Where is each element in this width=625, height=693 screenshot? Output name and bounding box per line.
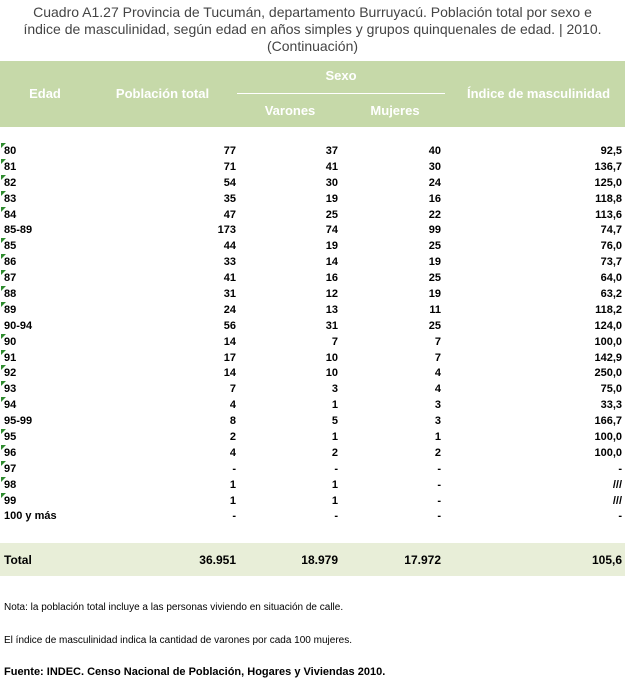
title-line-2: índice de masculinidad, según edad en años simples y grupos quinquenales de edad. | 2010. [23, 21, 602, 37]
cell-varones: 10 [325, 351, 338, 364]
table-row [0, 286, 625, 302]
cell-mujeres: 25 [428, 240, 441, 253]
cell-poblacion-total: - [232, 510, 236, 523]
cell-edad: 85-89 [4, 224, 33, 237]
cell-edad: 90-94 [4, 319, 33, 332]
cell-mujeres: 19 [428, 288, 441, 301]
table-row [0, 302, 625, 318]
cell-edad: 88 [4, 288, 17, 301]
cell-poblacion-total: 47 [223, 208, 236, 221]
cell-mujeres: 25 [428, 319, 441, 332]
cell-poblacion-total: 24 [223, 303, 236, 316]
table-row [0, 238, 625, 254]
table-row [0, 508, 625, 524]
table-row [0, 493, 625, 509]
cell-varones: 1 [331, 494, 338, 507]
total-indice: 105,6 [591, 553, 622, 567]
table-row [0, 381, 625, 397]
cell-poblacion-total: 17 [223, 351, 236, 364]
table-row [0, 397, 625, 413]
cell-poblacion-total: - [232, 462, 236, 475]
total-row [0, 543, 625, 576]
cell-mujeres: 1 [434, 431, 441, 444]
cell-indice: 118,2 [595, 303, 622, 316]
cell-varones: 5 [331, 415, 338, 428]
cell-varones: - [334, 510, 338, 523]
table-row [0, 365, 625, 381]
cell-indice: 100,0 [594, 446, 622, 459]
cell-indice: - [618, 462, 622, 475]
cell-varones: - [334, 462, 338, 475]
header-edad: Edad [29, 86, 61, 101]
cell-varones: 14 [325, 256, 338, 269]
cell-indice: 64,0 [600, 272, 622, 285]
total-label: Total [4, 553, 32, 567]
cell-varones: 13 [325, 303, 338, 316]
table-row [0, 318, 625, 334]
cell-mujeres: 24 [428, 176, 441, 189]
cell-indice: 33,3 [600, 399, 622, 412]
cell-mujeres: 99 [428, 224, 441, 237]
total-varones: 18.979 [301, 553, 338, 567]
cell-edad: 85 [4, 240, 17, 253]
cell-varones: 30 [325, 176, 338, 189]
cell-poblacion-total: 56 [223, 319, 236, 332]
total-poblacion: 36.951 [199, 553, 236, 567]
cell-indice: /// [612, 494, 622, 507]
cell-indice: 142,9 [594, 351, 622, 364]
cell-edad: 94 [4, 399, 17, 412]
cell-edad: 84 [4, 208, 17, 221]
table-row [0, 413, 625, 429]
cell-mujeres: - [437, 494, 441, 507]
cell-poblacion-total: 33 [223, 256, 236, 269]
source-note: Fuente: INDEC. Censo Nacional de Población, Hogares y Viviendas 2010. [4, 666, 386, 678]
cell-varones: 1 [331, 399, 338, 412]
cell-edad: 100 y más [4, 510, 57, 523]
table-row [0, 270, 625, 286]
cell-poblacion-total: 1 [229, 478, 236, 491]
cell-poblacion-total: 4 [229, 399, 236, 412]
cell-indice: 75,0 [600, 383, 622, 396]
cell-varones: 2 [331, 446, 338, 459]
table-row [0, 143, 625, 159]
header-sexo: Sexo [325, 68, 357, 83]
cell-indice: 124,0 [594, 319, 622, 332]
cell-poblacion-total: 35 [223, 192, 236, 205]
cell-poblacion-total: 44 [223, 240, 236, 253]
cell-poblacion-total: 71 [223, 160, 236, 173]
cell-poblacion-total: 14 [223, 367, 236, 380]
cell-varones: 16 [325, 272, 338, 285]
cell-varones: 3 [331, 383, 338, 396]
cell-varones: 12 [325, 288, 338, 301]
cell-edad: 91 [4, 351, 17, 364]
cell-mujeres: 7 [434, 335, 441, 348]
cell-indice: 92,5 [600, 145, 622, 157]
cell-varones: 25 [325, 208, 338, 221]
header-mujeres: Mujeres [370, 103, 420, 118]
table-row [0, 254, 625, 270]
cell-poblacion-total: 7 [229, 383, 236, 396]
table-row [0, 191, 625, 207]
cell-edad: 95 [4, 431, 17, 444]
cell-poblacion-total: 4 [229, 446, 236, 459]
table-row [0, 334, 625, 350]
title-line-3: (Continuación) [266, 38, 359, 54]
cell-edad: 93 [4, 383, 17, 396]
cell-indice: 136,7 [594, 160, 622, 173]
cell-mujeres: 3 [434, 399, 441, 412]
cell-indice: 74,7 [600, 224, 622, 237]
header-poblacion-total: Población total [115, 86, 210, 101]
header-divider [237, 93, 445, 94]
cell-mujeres: 25 [428, 272, 441, 285]
cell-varones: 74 [325, 224, 338, 237]
cell-mujeres: 3 [434, 415, 441, 428]
table-row [0, 461, 625, 477]
cell-mujeres: 4 [434, 383, 441, 396]
cell-edad: 92 [4, 367, 17, 380]
cell-poblacion-total: 14 [223, 335, 236, 348]
cell-varones: 37 [325, 145, 338, 157]
cell-edad: 89 [4, 303, 17, 316]
cell-mujeres: 4 [434, 367, 441, 380]
note-population: Nota: la población total incluye a las personas viviendo en situación de calle. [4, 602, 344, 613]
cell-edad: 86 [4, 256, 17, 269]
cell-indice: 118,8 [595, 192, 622, 205]
cell-indice: 100,0 [594, 431, 622, 444]
cell-poblacion-total: 77 [223, 145, 236, 157]
cell-mujeres: 40 [428, 145, 441, 157]
cell-varones: 1 [331, 478, 338, 491]
cell-varones: 1 [331, 431, 338, 444]
cell-edad: 90 [4, 335, 17, 348]
cell-varones: 41 [325, 160, 338, 173]
cell-mujeres: 19 [428, 256, 441, 269]
cell-poblacion-total: 1 [229, 494, 236, 507]
cell-indice: 113,6 [595, 208, 622, 221]
cell-edad: 80 [4, 145, 17, 157]
cell-varones: 7 [331, 335, 338, 348]
cell-poblacion-total: 2 [229, 431, 236, 444]
cell-edad: 97 [4, 462, 17, 475]
table-row [0, 350, 625, 366]
table-title [0, 4, 625, 55]
cell-mujeres: 22 [428, 208, 441, 221]
cell-edad: 82 [4, 176, 17, 189]
header-varones: Varones [264, 103, 316, 118]
cell-varones: 10 [325, 367, 338, 380]
total-mujeres: 17.972 [404, 553, 441, 567]
cell-poblacion-total: 31 [223, 288, 236, 301]
cell-edad: 81 [4, 160, 17, 173]
cell-mujeres: - [437, 478, 441, 491]
cell-indice: 250,0 [594, 367, 622, 380]
table-row [0, 159, 625, 175]
table-row [0, 477, 625, 493]
cell-poblacion-total: 8 [229, 415, 236, 428]
cell-mujeres: 30 [428, 160, 441, 173]
cell-mujeres: 2 [434, 446, 441, 459]
cell-edad: 99 [4, 494, 17, 507]
cell-indice: 100,0 [594, 335, 622, 348]
cell-indice: 63,2 [600, 288, 622, 301]
table-row [0, 222, 625, 238]
table-header [0, 61, 625, 127]
cell-edad: 95-99 [4, 415, 33, 428]
table-row [0, 175, 625, 191]
cell-mujeres: 11 [429, 303, 441, 316]
cell-mujeres: - [437, 462, 441, 475]
cell-indice: 76,0 [600, 240, 622, 253]
note-index: El índice de masculinidad indica la cantidad de varones por cada 100 mujeres. [4, 635, 352, 646]
header-indice: Índice de masculinidad [466, 86, 611, 101]
table-row [0, 429, 625, 445]
cell-edad: 98 [4, 478, 17, 491]
cell-indice: 166,7 [594, 415, 622, 428]
cell-indice: 125,0 [594, 176, 622, 189]
cell-mujeres: 16 [428, 192, 441, 205]
table-row [0, 207, 625, 223]
cell-edad: 87 [4, 272, 17, 285]
cell-poblacion-total: 173 [217, 224, 236, 237]
title-line-1: Cuadro A1.27 Provincia de Tucumán, departamento Burruyacú. Población total por sexo e [33, 4, 592, 20]
cell-varones: 19 [325, 192, 338, 205]
table-body [0, 143, 625, 524]
cell-varones: 19 [325, 240, 338, 253]
cell-poblacion-total: 41 [223, 272, 236, 285]
cell-indice: - [618, 510, 622, 523]
cell-edad: 96 [4, 446, 17, 459]
cell-mujeres: - [437, 510, 441, 523]
cell-indice: 73,7 [600, 256, 622, 269]
cell-varones: 31 [325, 319, 338, 332]
cell-mujeres: 7 [434, 351, 441, 364]
cell-poblacion-total: 54 [223, 176, 236, 189]
cell-edad: 83 [4, 192, 17, 205]
cell-indice: /// [612, 478, 622, 491]
table-row [0, 445, 625, 461]
